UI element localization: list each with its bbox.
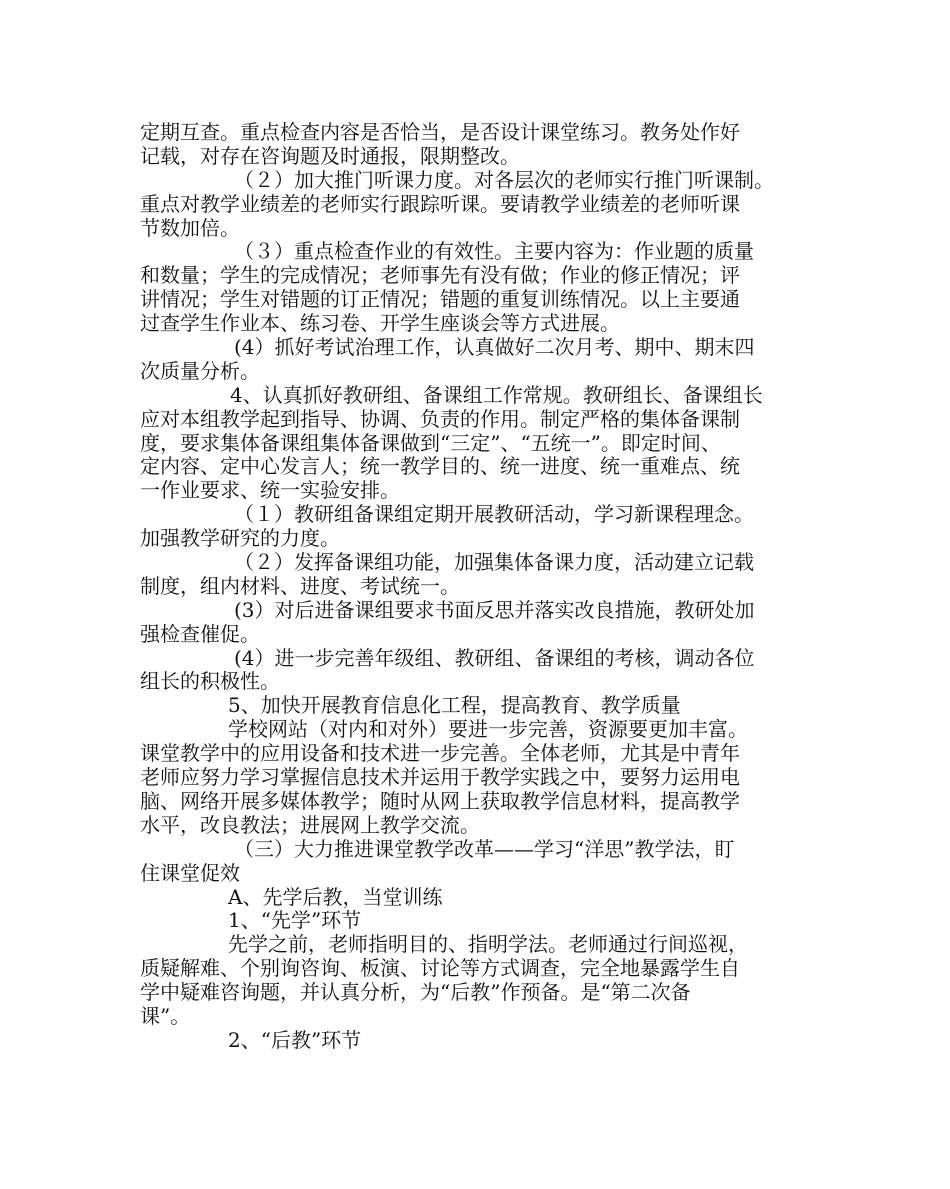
text-line: 课堂教学中的应用设备和技术进一步完善。全体老师，尤其是中青年 (140, 741, 740, 766)
text-line: 学校网站（对内和对外）要进一步完善，资源要更加丰富。 (228, 717, 748, 742)
text-line: 一作业要求、统一实验安排。 (140, 478, 400, 503)
text-line: 和数量；学生的完成情况；老师事先有没有做；作业的修正情况；评 (140, 263, 740, 288)
text-line: 脑、网络开展多媒体教学；随时从网上获取教学信息材料，提高教学 (140, 788, 740, 813)
text-line: 课”。 (140, 1003, 191, 1028)
text-line: 学中疑难咨询题，并认真分析，为“后教”作预备。是“第二次备 (140, 980, 691, 1005)
text-line: (4）抓好考试治理工作，认真做好二次月考、期中、期末四 (234, 335, 755, 360)
text-line: （２）发挥备课组功能，加强集体备课力度，活动建立记载 (234, 550, 754, 575)
text-line: 水平，改良教法；进展网上教学交流。 (140, 812, 480, 837)
text-line: 1、“先学”环节 (228, 908, 362, 933)
text-line: 次质量分析。 (140, 358, 260, 383)
text-line: 度，要求集体备课组集体备课做到“三定”、“五统一”。即定时间、 (140, 430, 721, 455)
document-page (140, 121, 820, 1053)
text-line: (4）进一步完善年级组、教研组、备课组的考核，调动各位 (234, 645, 755, 670)
text-line: 2、“后教”环节 (228, 1027, 362, 1052)
text-line: (3）对后进备课组要求书面反思并落实改良措施，教研处加 (234, 597, 755, 622)
text-line: 定期互查。重点检查内容是否恰当，是否设计课堂练习。教务处作好 (140, 120, 740, 144)
text-line: 重点对教学业绩差的老师实行跟踪听课。要请教学业绩差的老师听课 (140, 191, 740, 216)
text-line: 制度，组内材料、进度、考试统一。 (140, 573, 460, 598)
text-line: 质疑解难、个别询咨询、板演、讨论等方式调查，完全地暴露学生自 (140, 956, 740, 981)
text-line: 老师应努力学习掌握信息技术并运用于教学实践之中，要努力运用电 (140, 765, 740, 790)
text-line: 过查学生作业本、练习卷、开学生座谈会等方式进展。 (140, 311, 620, 336)
text-line: （３）重点检查作业的有效性。主要内容为：作业题的质量 (234, 239, 754, 264)
text-line: （２）加大推门听课力度。对各层次的老师实行推门听课制。 (234, 167, 774, 192)
text-line: 强检查催促。 (140, 621, 260, 646)
text-line: 节数加倍。 (140, 215, 240, 240)
text-line: （三）大力推进课堂教学改革——学习“洋思”教学法，盯 (234, 836, 735, 861)
text-line: 先学之前，老师指明目的、指明学法。老师通过行间巡视， (228, 932, 748, 957)
text-line: 住课堂促效 (140, 860, 240, 885)
text-line: 加强教学研究的力度。 (140, 526, 340, 551)
text-line: 定内容、定中心发言人；统一教学目的、统一进度、统一重难点、统 (140, 454, 740, 479)
text-line: 4、认真抓好教研组、备课组工作常规。教研组长、备课组长 (230, 382, 763, 407)
text-line: （１）教研组备课组定期开展教研活动，学习新课程理念。 (234, 502, 754, 527)
text-line: 讲情况；学生对错题的订正情况；错题的重复训练情况。以上主要通 (140, 287, 740, 312)
text-line: 应对本组教学起到指导、协调、负责的作用。制定严格的集体备课制 (140, 406, 740, 431)
text-line: A、先学后教，当堂训练 (228, 884, 443, 909)
text-line: 组长的积极性。 (140, 669, 280, 694)
text-line: 记载，对存在咨询题及时通报，限期整改。 (140, 143, 520, 168)
text-line: 5、加快开展教育信息化工程，提高教育、教学质量 (228, 693, 681, 718)
